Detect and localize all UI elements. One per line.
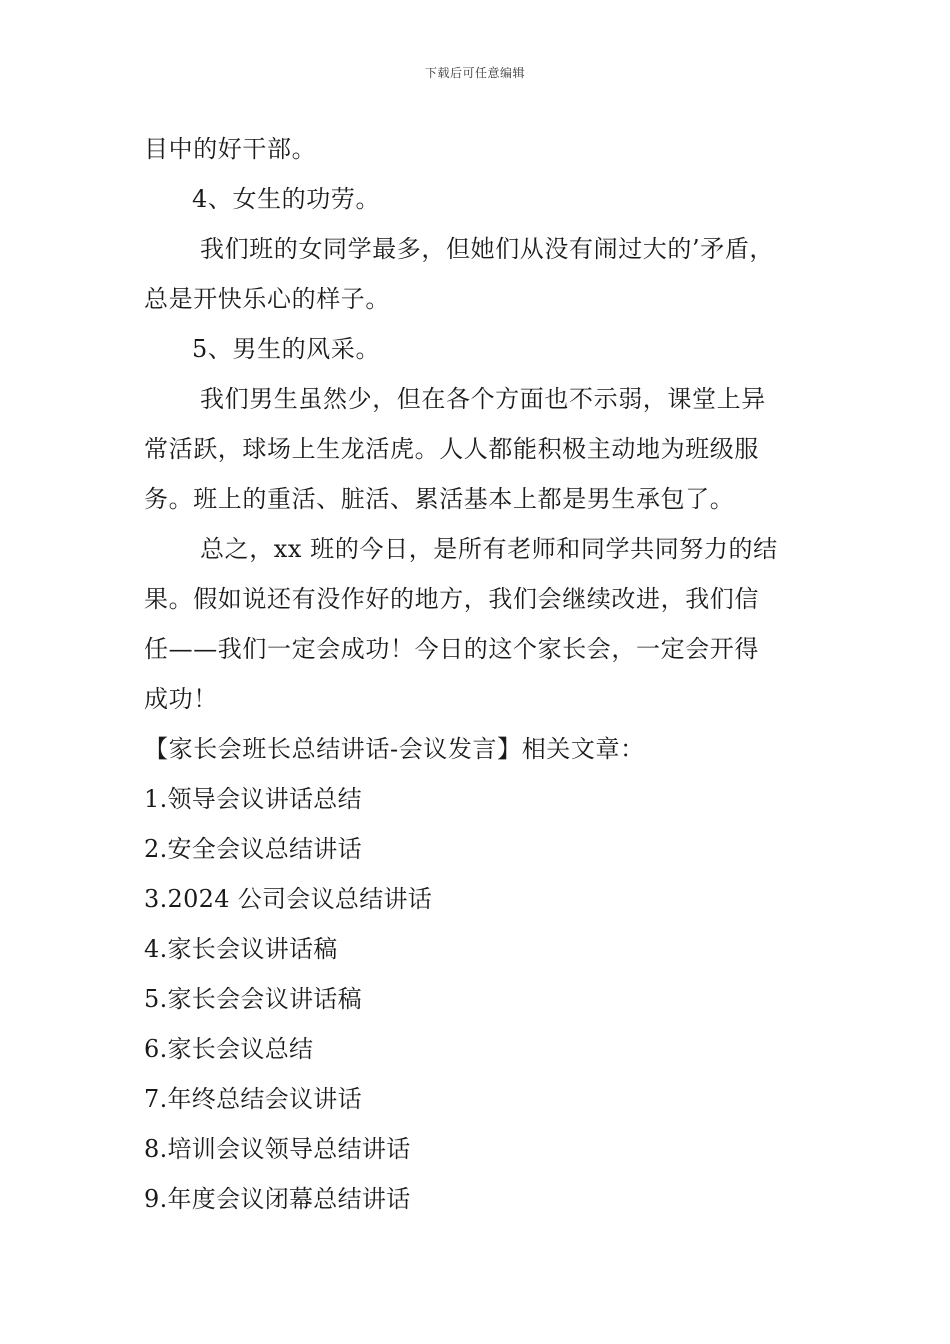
related-article-link[interactable]: 9.年度会议闭幕总结讲话 (144, 1185, 411, 1213)
related-article-link[interactable]: 2.安全会议总结讲话 (144, 835, 362, 863)
related-article-link[interactable]: 7.年终总结会议讲话 (144, 1085, 362, 1113)
page-header: 下载后可任意编辑 (424, 66, 525, 80)
related-articles-heading: 【家长会班长总结讲话-会议发言】相关文章： (144, 735, 645, 763)
section-heading: 4、女生的功劳。 (192, 185, 381, 213)
related-articles-list (144, 774, 814, 1224)
paragraph-line: 任——我们一定会成功！今日的这个家长会，一定会开得 (144, 635, 759, 663)
paragraph-line: 务。班上的重活、脏活、累活基本上都是男生承包了。 (144, 485, 735, 513)
paragraph-line: 我们班的女同学最多，但她们从没有闹过大的’矛盾， (200, 235, 775, 263)
document-body (144, 124, 814, 1224)
paragraph-line: 我们男生虽然少，但在各个方面也不示弱，课堂上异 (200, 385, 766, 413)
related-article-link[interactable]: 6.家长会议总结 (144, 1035, 314, 1063)
related-article-link[interactable]: 4.家长会议讲话稿 (144, 935, 338, 963)
paragraph-line: 总是开快乐心的样子。 (144, 285, 390, 313)
paragraph-line: 总之，xx 班的今日，是所有老师和同学共同努力的结 (200, 535, 778, 563)
paragraph-line: 成功！ (144, 685, 218, 713)
related-article-link[interactable]: 3.2024 公司会议总结讲话 (144, 885, 433, 913)
section-heading: 5、男生的风采。 (192, 335, 381, 363)
related-article-link[interactable]: 8.培训会议领导总结讲话 (144, 1135, 411, 1163)
related-article-link[interactable]: 5.家长会会议讲话稿 (144, 985, 362, 1013)
paragraph-line: 常活跃，球场上生龙活虎。人人都能积极主动地为班级服 (144, 435, 759, 463)
paragraph-line: 果。假如说还有没作好的地方，我们会继续改进，我们信 (144, 585, 759, 613)
related-article-link[interactable]: 1.领导会议讲话总结 (144, 785, 362, 813)
paragraph-line: 目中的好干部。 (144, 135, 317, 163)
